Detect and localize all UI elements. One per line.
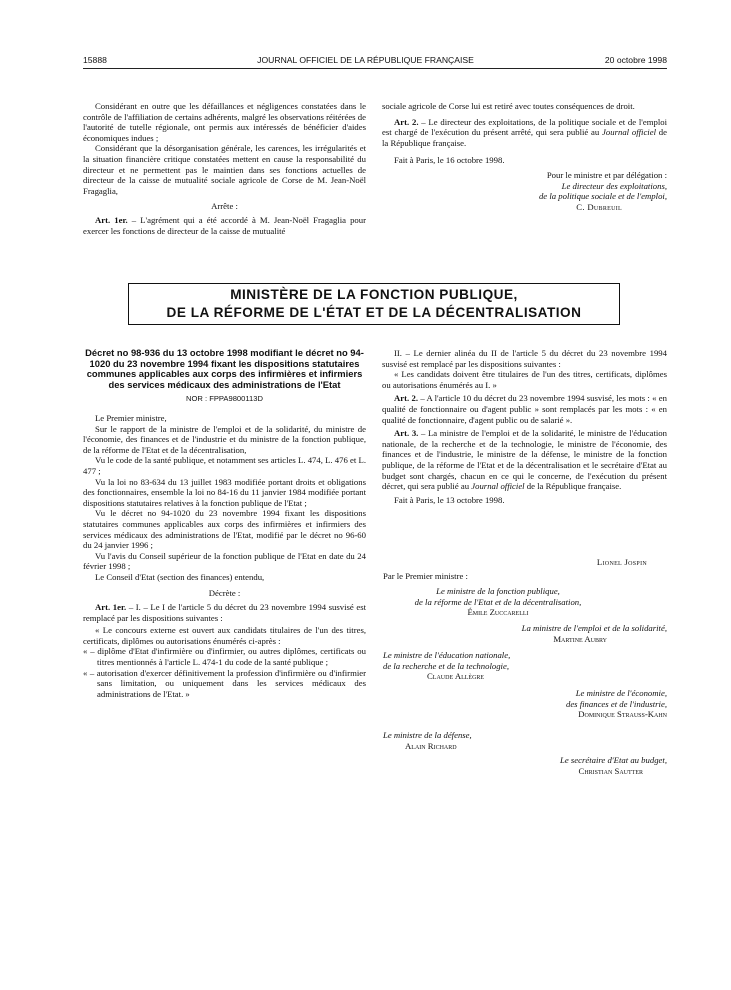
en-minister-title-1: Le ministre de l'éducation nationale,: [383, 650, 511, 660]
decree-paragraph-ii: II. – Le dernier alinéa du II de l'article 5 du décret du 23 novembre 1994 susvisé est remplacé par les dispositions suivantes :: [382, 348, 667, 369]
article-2-text-a: – Le directeur des exploitations, de la politique sociale et de l'emploi est chargé de l'exécution du présent arrêté, qui sera publié au: [382, 116, 667, 138]
decree-article-1-label: Art. 1er.: [95, 602, 127, 613]
par-premier-ministre: Par le Premier ministre :: [383, 571, 468, 581]
decree-article-3-text-b: de la République française.: [524, 481, 622, 492]
fp-minister-name: Émile Zuccarelli: [467, 607, 529, 618]
eco-minister-title-1: Le ministre de l'économie,: [575, 688, 667, 698]
decree-quote-2: « Les candidats doivent être titulaires de l'un des titres, certificats, diplômes ou autorisations énumérés au I. »: [382, 369, 667, 390]
decree-rapport: Sur le rapport de la ministre de l'emploi et de la solidarité, du ministre de l'économie, des finances et de l'industrie et du ministre de la fonction publique, de la réforme de l'Etat et de la décentralisation,: [83, 423, 366, 455]
decree-article-3-text-a: – La ministre de l'emploi et de la solidarité, le ministre de l'éducation nationale, de la recherche et de la technologie, le ministre de l'économie, des finances et de l'industrie, le ministre de la défense, le ministre de la fonction publique, de la réforme de l'Etat et de la décentralisation et le secrétaire d'Etat au budget sont chargés, chacun en ce qui le concerne, de l'exécution du présent décret, qui sera publié au: [382, 428, 667, 492]
decree-article-3: [382, 428, 667, 492]
decree-article-1: [83, 602, 366, 623]
es-minister-name: Martine Aubry: [553, 633, 607, 644]
article-2-journal: Journal officiel: [602, 127, 656, 138]
article-2-label: Art. 2.: [394, 116, 419, 127]
decrete-heading: Décrète :: [208, 588, 241, 599]
decree-vu-4: Vu l'avis du Conseil supérieur de la fonction publique de l'Etat en date du 24 février 1998 ;: [83, 550, 366, 572]
decree-article-1-text: – I. – Le I de l'article 5 du décret du 23 novembre 1994 susvisé est remplacé par les dispositions suivantes :: [83, 602, 366, 623]
def-minister-block: [383, 730, 583, 751]
signature-title-1: Le directeur des exploitations,: [561, 180, 667, 191]
eco-minister-title-2: des finances et de l'industrie,: [565, 698, 667, 709]
retrait-text: sociale agricole de Corse lui est retiré avec toutes conséquences de droit.: [382, 101, 635, 111]
article-2-text-b: de la République française.: [382, 127, 667, 148]
def-minister-title: Le ministre de la défense,: [383, 730, 472, 740]
journal-title: JOURNAL OFFICIEL DE LA RÉPUBLIQUE FRANÇAISE: [257, 55, 474, 65]
fp-minister-title-2: de la réforme de l'Etat et de la décentralisation,: [414, 596, 582, 607]
arrete-heading: Arrête :: [211, 201, 238, 212]
def-minister-name: Alain Richard: [405, 740, 457, 751]
es-minister-block: [407, 623, 667, 644]
decree-article-3-label: Art. 3.: [394, 428, 419, 439]
bud-minister-name: Christian Sautter: [578, 765, 643, 776]
signature-name: C. Dubreuil: [576, 201, 622, 212]
en-minister-title-2: de la recherche et de la technologie,: [383, 660, 509, 671]
nor-reference: NOR : FPPA9800113D: [186, 394, 263, 404]
decree-quote-1: « Le concours externe est ouvert aux candidats titulaires de l'un des titres, certificats, diplômes ou autorisations énumérés ci-après :: [83, 625, 366, 646]
decree-conseil: Le Conseil d'Etat (section des finances) entendu,: [95, 571, 265, 582]
fait-paris-2: Fait à Paris, le 13 octobre 1998.: [394, 494, 505, 505]
issue-date: 20 octobre 1998: [604, 55, 667, 65]
eco-minister-block: [407, 688, 667, 720]
decree-intro: Le Premier ministre,: [95, 412, 167, 423]
decree-title: Décret no 98-936 du 13 octobre 1998 modifiant le décret no 94-1020 du 23 novembre 1994 fixant les dispositions statutaires communes applicables aux corps des infirmières et infirmiers des services médicaux des administrations de l'Etat: [85, 347, 364, 390]
top-left-column: [83, 101, 366, 236]
ministry-line-2: DE LA RÉFORME DE L'ÉTAT ET DE LA DÉCENTRALISATION: [166, 305, 582, 320]
pm-signature: Lionel Jospin: [596, 557, 647, 567]
top-right-column: [382, 101, 667, 212]
en-minister-block: [383, 650, 583, 682]
decree-vu-3: Vu le décret no 94-1020 du 23 novembre 1994 fixant les dispositions statutaires communes applicables aux corps des infirmières et infirmiers des services médicaux des administrations de l'Etat, modifié par le décret no 96-60 du 24 janvier 1996 ;: [83, 508, 366, 551]
decree-right-column: [382, 348, 667, 505]
fp-minister-block: [383, 586, 613, 618]
decree-article-2: [382, 393, 667, 425]
decree-vu-1: Vu le code de la santé publique, et notamment ses articles L. 474, L. 476 et L. 477 ;: [83, 455, 366, 476]
article-1-text: – L'agrément qui a été accordé à M. Jean-Noël Fragaglia pour exercer les fonctions de directeur de la caisse de mutualité: [83, 214, 367, 236]
ministry-heading-box: [128, 283, 620, 325]
considerant-1: Considérant en outre que les défaillances et négligences constatées dans le contrôle de l'affiliation de certains adhérents, malgré les observations réitérées de l'autorité de tutelle régionale, ont permis aux intéressés de bénéficier d'aides économiques indues ;: [83, 101, 366, 143]
eco-minister-name: Dominique Strauss-Kahn: [578, 709, 667, 720]
bud-minister-title: Le secrétaire d'Etat au budget,: [560, 755, 667, 765]
page-number: 15888: [83, 55, 107, 65]
en-minister-name: Claude Allègre: [427, 671, 485, 682]
fait-paris-1: Fait à Paris, le 16 octobre 1998.: [394, 155, 505, 166]
considerant-2: Considérant que la désorganisation générale, les carences, les irrégularités et la situation financière critique constatées mettent en cause la responsabilité du directeur et ne permettent pas le maintien dans ses fonctions actuelles de directeur de la caisse de mutualité sociale agricole de Corse de M. Jean-Noël Fragaglia,: [83, 143, 366, 196]
article-1-top: [83, 215, 366, 236]
decree-bullet-1: « – diplôme d'Etat d'infirmière ou d'infirmier, ou autres diplômes, certificats ou titres mentionnés à l'article L. 474-1 du code de la santé publique ;: [83, 646, 366, 668]
decree-article-2-text: – A l'article 10 du décret du 23 novembre 1994 susvisé, les mots : « en qualité de fonctionnaire ou d'agent public » sont remplacés par les mots : « en qualité de fonctionnaire, d'agent public ou de salarié ».: [382, 393, 667, 425]
decree-article-2-label: Art. 2.: [394, 393, 419, 404]
header-rule: [83, 68, 667, 69]
article-2-top: [382, 117, 667, 149]
signature-title-2: de la politique sociale et de l'emploi,: [538, 191, 667, 202]
ministry-line-1: MINISTÈRE DE LA FONCTION PUBLIQUE,: [230, 287, 518, 302]
decree-article-3-journal: Journal officiel: [471, 481, 525, 492]
decree-bullet-2: « – autorisation d'exercer définitivement la profession d'infirmière ou d'infirmier sans limitation, ou uniquement dans les services médicaux des administrations de l'Etat. »: [83, 667, 366, 699]
fp-minister-title-1: Le ministre de la fonction publique,: [436, 586, 560, 596]
signature-delegation: Pour le ministre et par délégation :: [546, 169, 667, 180]
decree-left-column: [83, 348, 366, 699]
article-1-label: Art. 1er.: [95, 214, 128, 225]
es-minister-title: La ministre de l'emploi et de la solidarité,: [521, 623, 667, 633]
bud-minister-block: [407, 755, 667, 776]
decree-vu-2: Vu la loi no 83-634 du 13 juillet 1983 modifiée portant droits et obligations des fonctionnaires, ensemble la loi no 84-16 du 11 janvier 1984 modifiée portant dispositions statutaires relatives à la fonction publique de l'Etat ;: [83, 476, 366, 508]
